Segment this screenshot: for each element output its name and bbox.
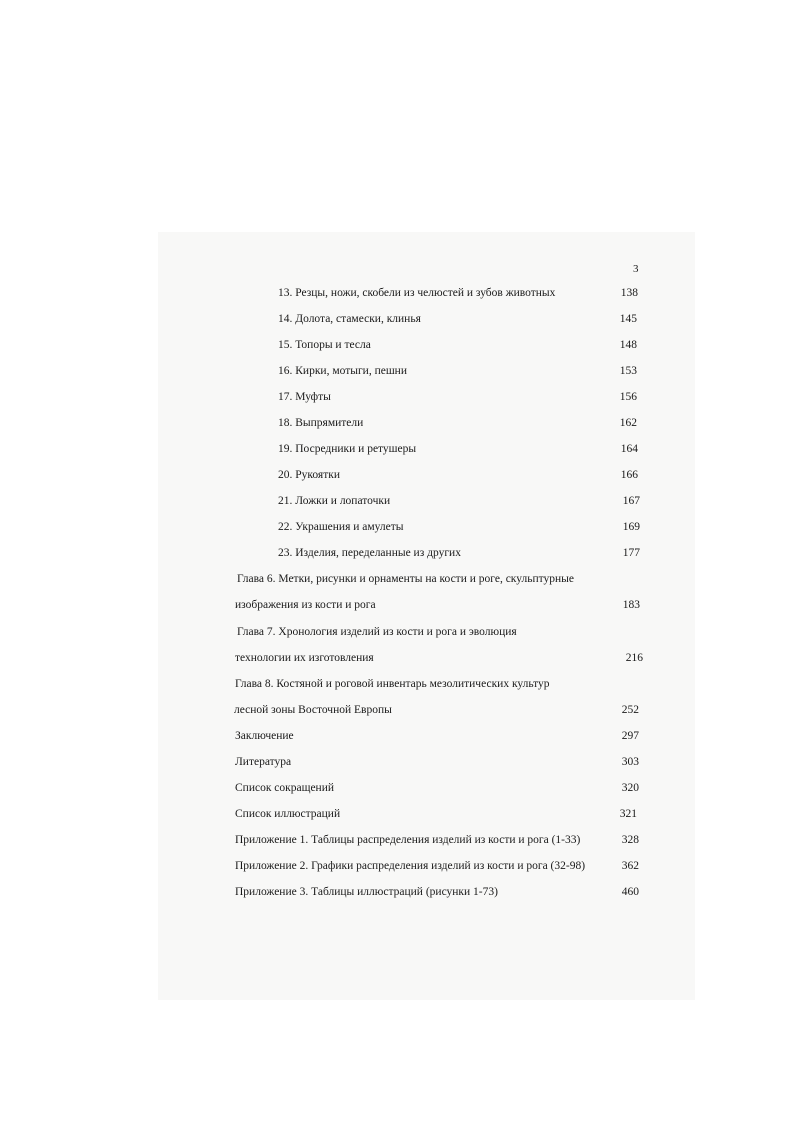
toc-entry-text: 21. Ложки и лопаточки <box>278 495 391 507</box>
toc-entry <box>0 832 795 848</box>
toc-entry <box>0 519 795 535</box>
toc-entry-page: 148 <box>619 339 637 351</box>
toc-entry <box>0 754 795 770</box>
toc-entry-page: 169 <box>622 521 640 533</box>
toc-entry-page: 252 <box>621 704 639 716</box>
toc-entry-page: 460 <box>621 886 639 898</box>
toc-entry <box>0 806 795 822</box>
toc-entry-page: 145 <box>619 313 637 325</box>
toc-entry-page: 303 <box>621 756 639 768</box>
toc-entry-text: 16. Кирки, мотыги, пешни <box>278 365 407 377</box>
toc-entry <box>0 285 795 301</box>
toc-entry <box>0 493 795 509</box>
toc-entry <box>0 597 795 613</box>
toc-entry-text: 22. Украшения и амулеты <box>278 521 404 533</box>
toc-entry-text: Приложение 1. Таблицы распределения изделий из кости и рога (1-33) <box>235 834 581 846</box>
toc-entry <box>0 441 795 457</box>
toc-entry-page: 362 <box>621 860 639 872</box>
toc-entry-text: 17. Муфты <box>278 391 331 403</box>
toc-entry-text: технологии их изготовления <box>235 652 374 664</box>
toc-entry-text: 13. Резцы, ножи, скобели из челюстей и зубов животных <box>278 287 556 299</box>
toc-entry-text: изображения из кости и рога <box>235 599 376 611</box>
toc-entry <box>0 389 795 405</box>
toc-entry-page: 216 <box>625 652 643 664</box>
toc-entry-page: 138 <box>620 287 638 299</box>
toc-entry-text: 20. Рукоятки <box>278 469 340 481</box>
toc-entry <box>0 311 795 327</box>
toc-entry-page: 153 <box>619 365 637 377</box>
toc-entry-text: 18. Выпрямители <box>278 417 364 429</box>
toc-entry-page: 156 <box>619 391 637 403</box>
toc-entry <box>0 702 795 718</box>
toc-entry-text: 14. Долота, стамески, клинья <box>278 313 421 325</box>
toc-entry-page: 183 <box>622 599 640 611</box>
toc-entry <box>0 545 795 561</box>
toc-entry <box>0 337 795 353</box>
toc-entry-text: Заключение <box>235 730 294 742</box>
toc-entry-text: Список сокращений <box>235 782 335 794</box>
toc-entry <box>0 624 795 640</box>
toc-entry-page: 321 <box>619 808 637 820</box>
toc-entry <box>0 363 795 379</box>
toc-entry <box>0 676 795 692</box>
toc-entry-text: 19. Посредники и ретушеры <box>278 443 417 455</box>
toc-entry-page: 166 <box>620 469 638 481</box>
toc-entry <box>0 728 795 744</box>
toc-entry-page: 167 <box>622 495 640 507</box>
toc-entry-text: 23. Изделия, переделанные из других <box>278 547 461 559</box>
toc-entry-text: Глава 6. Метки, рисунки и орнаменты на кости и роге, скульптурные <box>237 573 574 585</box>
toc-entry-page: 328 <box>621 834 639 846</box>
toc-entry-text: Глава 8. Костяной и роговой инвентарь мезолитических культур <box>235 678 550 690</box>
toc-entry <box>0 415 795 431</box>
toc-entry-page: 297 <box>621 730 639 742</box>
toc-entry-text: Глава 7. Хронология изделий из кости и рога и эволюция <box>237 626 517 638</box>
toc-entry <box>0 780 795 796</box>
toc-entry-text: Приложение 2. Графики распределения изделий из кости и рога (32-98) <box>235 860 586 872</box>
toc-entry <box>0 467 795 483</box>
toc-entry <box>0 650 795 666</box>
toc-entry-page: 164 <box>620 443 638 455</box>
toc-entry <box>0 858 795 874</box>
toc-entry <box>0 571 795 587</box>
toc-entry <box>0 884 795 900</box>
toc-entry-text: Список иллюстраций <box>235 808 341 820</box>
toc-entry-page: 320 <box>621 782 639 794</box>
toc-entry-page: 177 <box>622 547 640 559</box>
toc-entry-text: 15. Топоры и тесла <box>278 339 371 351</box>
toc-entry-text: Приложение 3. Таблицы иллюстраций (рисунки 1-73) <box>235 886 498 898</box>
toc-entry-text: лесной зоны Восточной Европы <box>234 704 392 716</box>
toc-entry-page: 162 <box>619 417 637 429</box>
toc-entry-text: Литература <box>235 756 292 768</box>
page-number: 3 <box>633 263 639 275</box>
